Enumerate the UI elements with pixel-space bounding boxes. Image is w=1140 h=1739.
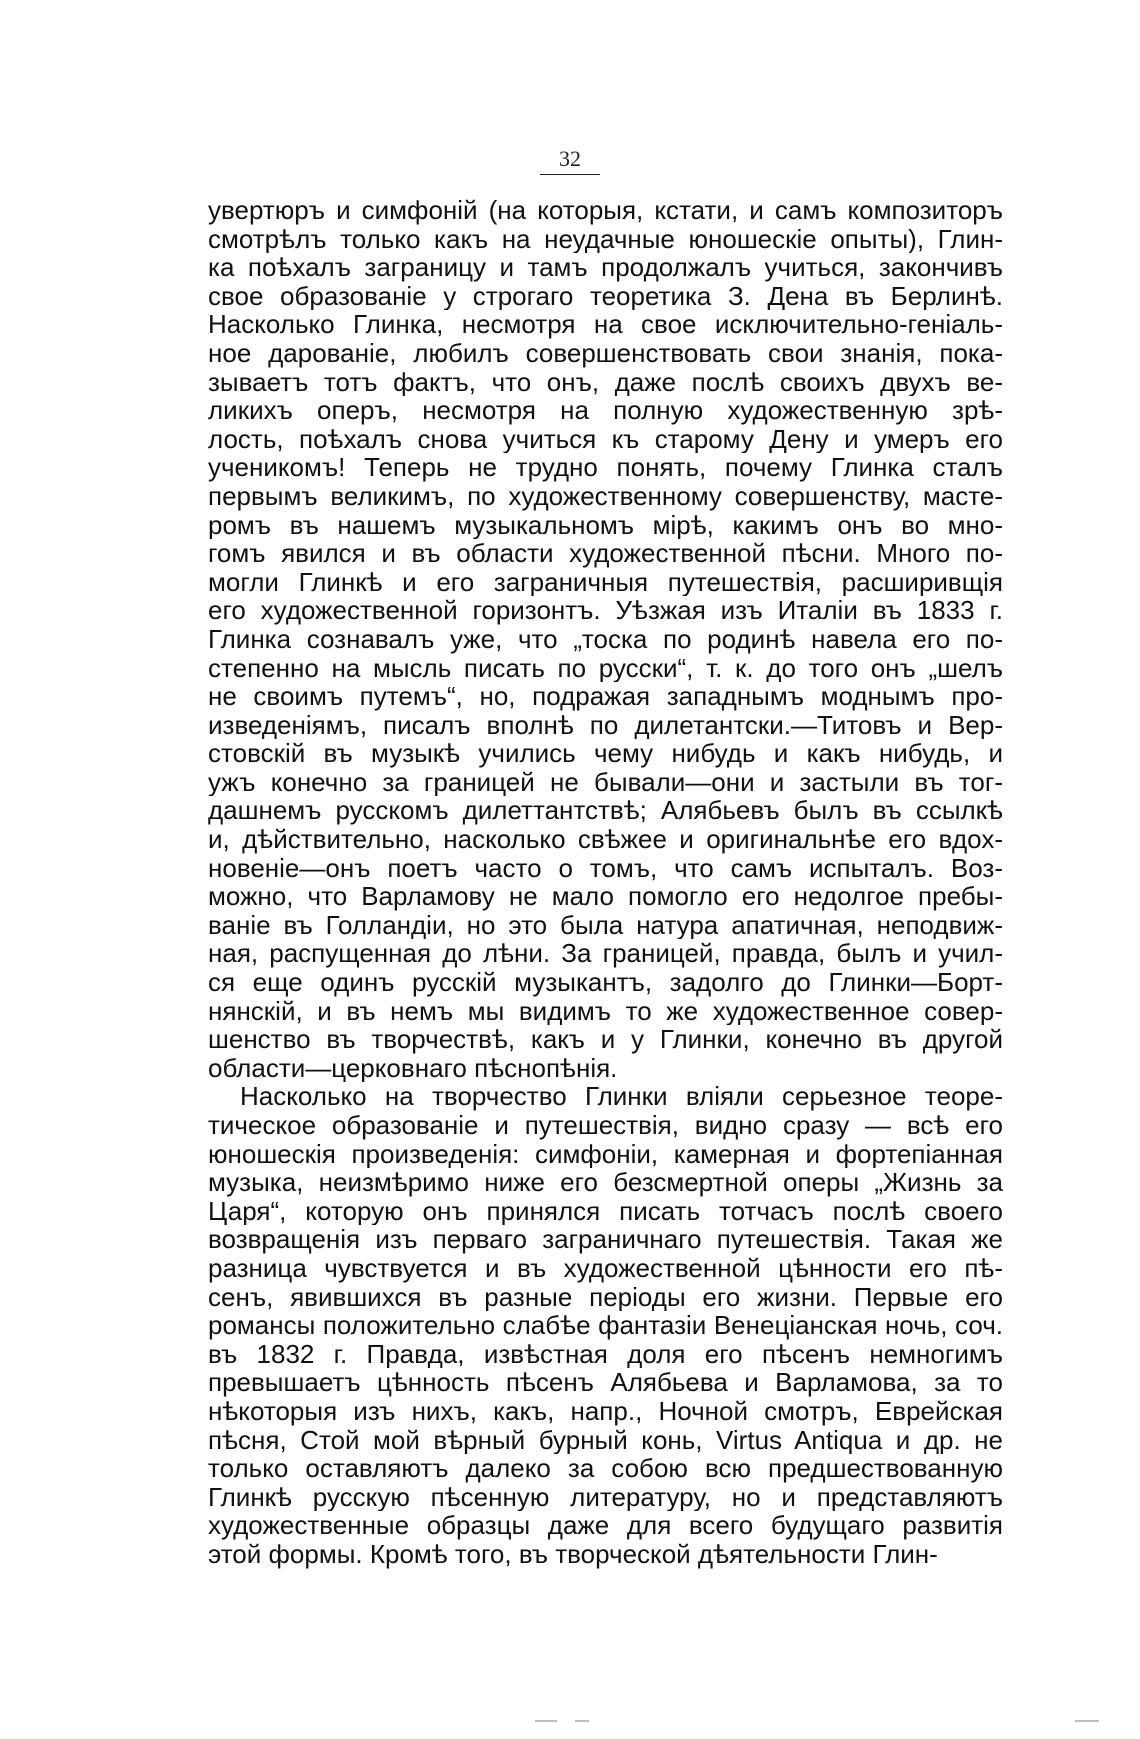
text-line: Насколько на творчество Глинки вліяли серьезное теоре- bbox=[240, 1082, 1003, 1111]
paragraph-1 bbox=[208, 196, 1003, 1082]
text-line: увертюръ и симфоній (на которыя, кстати, и самъ композиторъ bbox=[208, 196, 1003, 225]
text-line: ликихъ оперъ, несмотря на полную художественную зрѣ- bbox=[208, 396, 1003, 425]
text-line: художественные образцы даже для всего будущаго развитія bbox=[208, 1511, 1003, 1540]
text-line: пѣсня, Стой мой вѣрный бурный конь, Virtus Antiqua и др. не bbox=[208, 1425, 1003, 1455]
text-line: шенство въ творчествѣ, какъ и у Глинки, конечно въ другой bbox=[208, 1025, 1003, 1054]
text-line: дашнемъ русскомъ дилеттантствѣ; Алябьевъ былъ въ ссылкѣ bbox=[208, 796, 1003, 826]
text-line: юношескія произведенія: симфоніи, камерная и фортепіанная bbox=[208, 1139, 1003, 1169]
scan-artifact bbox=[1075, 1720, 1099, 1722]
text-line: ся еще одинъ русскій музыкантъ, задолго до Глинки—Борт- bbox=[208, 968, 1003, 997]
text-line: этой формы. Кромѣ того, въ творческой дѣятельности Глин- bbox=[208, 1539, 938, 1569]
scan-artifact bbox=[535, 1720, 557, 1722]
text-line: въ 1832 г. Правда, извѣстная доля его пѣсенъ немногимъ bbox=[208, 1339, 1003, 1369]
page-number: 32 bbox=[559, 146, 581, 171]
text-line: нянскій, и въ немъ мы видимъ то же художественное совер- bbox=[208, 996, 1003, 1026]
text-line: ученикомъ! Теперь не трудно понять, почему Глинка сталъ bbox=[208, 453, 1003, 482]
text-line: изведеніямъ, писалъ вполнѣ по дилетантски.—Титовъ и Вер- bbox=[208, 710, 1003, 740]
text-line: можно, что Варламову не мало помогло его недолгое пребы- bbox=[208, 882, 1003, 911]
text-line: романсы положительно слабѣе фантазіи Венеціанская ночь, соч. bbox=[208, 1311, 1003, 1340]
text-line: ка поѣхалъ заграницу и тамъ продолжалъ учиться, закончивъ bbox=[208, 253, 1003, 282]
text-line: только оставляютъ далеко за собою всю предшествованную bbox=[208, 1454, 1003, 1483]
text-line: степенно на мысль писать по русски“, т. к. до того онъ „шелъ bbox=[208, 653, 1003, 683]
text-line: новеніе—онъ поетъ часто о томъ, что самъ испыталъ. Воз- bbox=[208, 853, 1003, 883]
text-line: Царя“, которую онъ принялся писать тотчасъ послѣ своего bbox=[208, 1196, 1003, 1226]
text-line: возвращенія изъ перваго заграничнаго путешествія. Такая же bbox=[208, 1225, 1003, 1254]
text-line: свое образованіе у строгаго теоретика З. Дена въ Берлинѣ. bbox=[208, 281, 1003, 311]
text-line: смотрѣлъ только какъ на неудачные юношескіе опыты), Глин- bbox=[208, 224, 1003, 254]
text-line: гомъ явился и въ области художественной пѣсни. Много по- bbox=[208, 539, 1003, 568]
text-line: и, дѣйствительно, насколько свѣжее и оригинальнѣе его вдох- bbox=[208, 825, 1003, 854]
scan-artifact bbox=[575, 1720, 589, 1722]
text-line: его художественной горизонтъ. Уѣзжая изъ Италіи въ 1833 г. bbox=[208, 596, 1003, 625]
text-line: Глинка сознавалъ уже, что „тоска по родинѣ навела его по- bbox=[208, 624, 1003, 654]
text-line: музыка, неизмѣримо ниже его безсмертной оперы „Жизнь за bbox=[208, 1168, 1003, 1197]
text-line: Насколько Глинка, несмотря на свое исключительно-геніаль- bbox=[208, 310, 1003, 339]
body-text bbox=[208, 196, 1003, 1569]
text-line: ромъ въ нашемъ музыкальномъ мірѣ, какимъ онъ во мно- bbox=[208, 510, 1003, 540]
text-line: лость, поѣхалъ снова учиться къ старому Дену и умеръ его bbox=[208, 424, 1003, 454]
text-line: могли Глинкѣ и его заграничныя путешествія, расширивщія bbox=[208, 567, 1003, 597]
paragraph-2 bbox=[208, 1082, 1003, 1568]
text-line: ужъ конечно за границей не бывали—они и застыли въ тог- bbox=[208, 767, 1003, 797]
text-line: стовскій въ музыкѣ учились чему нибудь и какъ нибудь, и bbox=[208, 739, 1003, 768]
text-line: ное дарованіе, любилъ совершенствовать свои знанія, пока- bbox=[208, 338, 1003, 368]
text-line: сенъ, явившихся въ разные періоды его жизни. Первые его bbox=[208, 1282, 1003, 1312]
text-line: ная, распущенная до лѣни. За границей, правда, былъ и учил- bbox=[208, 939, 1003, 969]
text-line: первымъ великимъ, по художественному совершенству, масте- bbox=[208, 481, 1003, 511]
text-line: превышаетъ цѣнность пѣсенъ Алябьева и Варламова, за то bbox=[208, 1368, 1003, 1397]
text-line: ваніе въ Голландіи, но это была натура апатичная, неподвиж- bbox=[208, 910, 1003, 940]
text-line: области—церковнаго пѣснопѣнія. bbox=[208, 1053, 618, 1083]
text-line: зываетъ тотъ фактъ, что онъ, даже послѣ своихъ двухъ ве- bbox=[208, 367, 1003, 397]
text-line: не своимъ путемъ“, но, подражая западнымъ моднымъ про- bbox=[208, 682, 1003, 711]
page-number-rule bbox=[540, 174, 600, 175]
text-line: тическое образованіе и путешествія, видно сразу — всѣ его bbox=[208, 1111, 1003, 1140]
text-line: Глинкѣ русскую пѣсенную литературу, но и представляютъ bbox=[208, 1482, 1003, 1512]
text-line: нѣкоторыя изъ нихъ, какъ, напр., Ночной смотръ, Еврейская bbox=[208, 1396, 1003, 1426]
text-line: разница чувствуется и въ художественной цѣнности его пѣ- bbox=[208, 1253, 1003, 1283]
